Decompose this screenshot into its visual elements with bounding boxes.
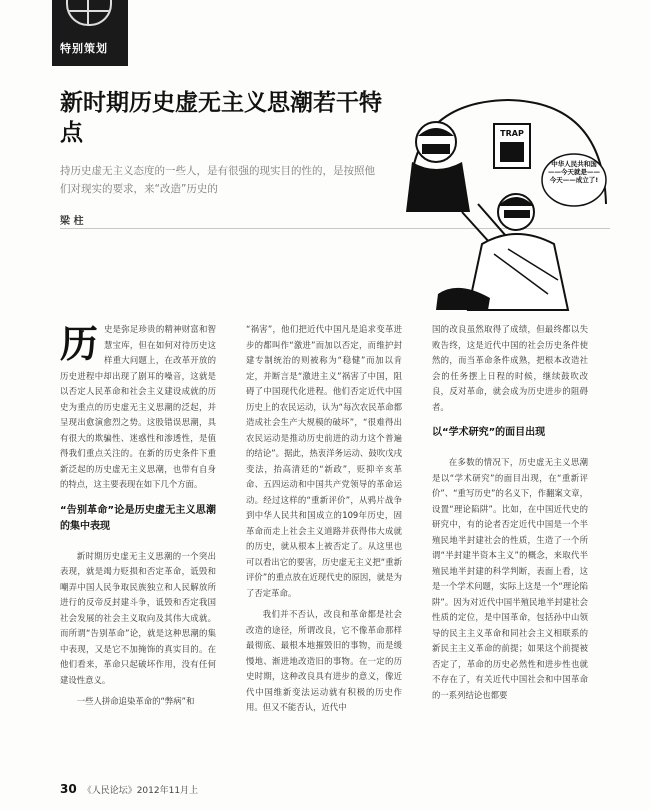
body-paragraph: 我们并不否认，改良和革命都是社会改造的途径，所谓改良，它不像革命那样最彻底、最根本地摧毁旧的事物，而是缓慢地、渐进地改造旧的事物。在一定的历史时期，这种改良具有进步的意义，像近代中国维新变法运动就有积极的历史作用。但又不能否认，近代中: [246, 609, 402, 712]
publication-source: 《人民论坛》2012年11月上: [82, 786, 199, 796]
speech-bubble: 中华人民共和国——今天就是——今天——成立了!: [542, 154, 606, 206]
body-paragraph: 在多数的情况下，历史虚无主义思潮是以“学术研究”的面目出现，在“重新评价”、“重写历史”的名义下，作翻案文章，设置“理论陷阱”。比如，在中国近代史的研究中，有的论者否定近代中国是一个半殖民地半封建社会的性质，生造了一个所谓“半封建半资本主义”的概念，来取代半殖民地半封建的科学判断，表面上看，这是一个学术问题，实际上这是一个“理论陷阱”。因为对近代中国半殖民地半封建社会性质的定位，是中国革命，包括孙中山领导的民主主义革命和同社会主义相联系的新民主主义革命的前提；如果这个前提被否定了，革命的历史必然性和进步性也就不存在了，有关近代中国社会和中国革命的一系列结论也都要: [432, 457, 588, 700]
article-column-3: [432, 322, 588, 709]
body-paragraph: 国的改良虽然取得了成绩，但最终都以失败告终，这是近代中国的社会历史条件使然的，而当革命条件成熟，把根本改造社会的任务摆上日程的时候，继续鼓吹改良，反对革命，就会成为历史进步的阻碍者。: [432, 324, 588, 412]
page-number: 30: [60, 782, 77, 796]
section-heading-2: 以“学术研究”的面目出现: [432, 427, 546, 438]
cartoon-illustration: [398, 84, 608, 320]
article-column-1: [60, 322, 216, 716]
body-paragraph: 新时期历史虚无主义思潮的一个突出表现，就是竭力贬损和否定革命，诋毁和嘲弄中国人民争取民族独立和人民解放所进行的反帝反封建斗争，诋毁和否定我国社会发展的社会主义取向及其伟大成就。而所谓“告别革命”论，就是这种思潮的集中表现，又是它不加掩饰的真实目的。在他们看来，革命只起破坏作用，没有任何建设性意义。: [60, 550, 216, 685]
globe-icon: [66, 0, 112, 26]
body-paragraph: 一些人拼命追染革命的“弊病”和: [76, 696, 195, 706]
body-paragraph: “祸害”，他们把近代中国凡是追求变革进步的都叫作“激进”而加以否定，而维护封建专制统治的则被称为“稳健”而加以肯定，并断言是“激进主义”祸害了中国，阻碍了中国现代化进程。他们否定近代中国历史上的农民运动，认为“每次农民革命都造成社会生产大规模的破坏”，“很难得出农民运动是推动历史前进的动力这个普遍的结论”。据此，热衷洋务运动、鼓吹戊戌变法，抬高清廷的“新政”，贬抑辛亥革命、五四运动和中国共产党领导的革命运动。经过这样的“重新评价”，从鸦片战争到中华人民共和国成立的109年历史，固革命而走上社会主义道路并获得伟大成就的历史，就从根本上被否定了。从这里也可以看出它的要害，历史虚无主义把“重新评价”的重点放在近现代史的原因，就是为了否定革命。: [246, 324, 402, 598]
page-footer: [60, 782, 198, 796]
article-column-2: [246, 322, 402, 722]
svg-text:TRAP: TRAP: [500, 129, 524, 138]
section-tag-label: 特别策划: [60, 42, 108, 55]
author: 梁 柱: [60, 216, 84, 227]
dropcap: 历: [60, 322, 99, 366]
section-heading-1: “告别革命”论是历史虚无主义思潮的集中表现: [60, 504, 216, 532]
intro-paragraph: 历史是弥足珍贵的精神财富和智慧宝库，但在如何对待历史这样重大问题上，在改革开放的历史进程中却出现了剧耳的噪音，这就是以否定人民革命和社会主义建设成就的历史为重点的历史虚无主义思潮的泛起，并呈现出愈演愈烈之势。这股错误思潮，具有很大的欺骗性、迷惑性和渗透性，是值得我们重点关注的。在新的历史条件下重新泛起的历史虚无主义思潮，也带有自身的特点，这主要表现在如下几个方面。: [60, 322, 216, 489]
trap-sign: [494, 124, 530, 168]
section-tag: [52, 0, 128, 66]
headline: 新时期历史虚无主义思潮若干特点: [60, 90, 382, 146]
lede: 持历史虚无主义态度的一些人，是有很强的现实目的性的，是按照他们对现实的要求，来“改造”历史的: [60, 165, 375, 195]
